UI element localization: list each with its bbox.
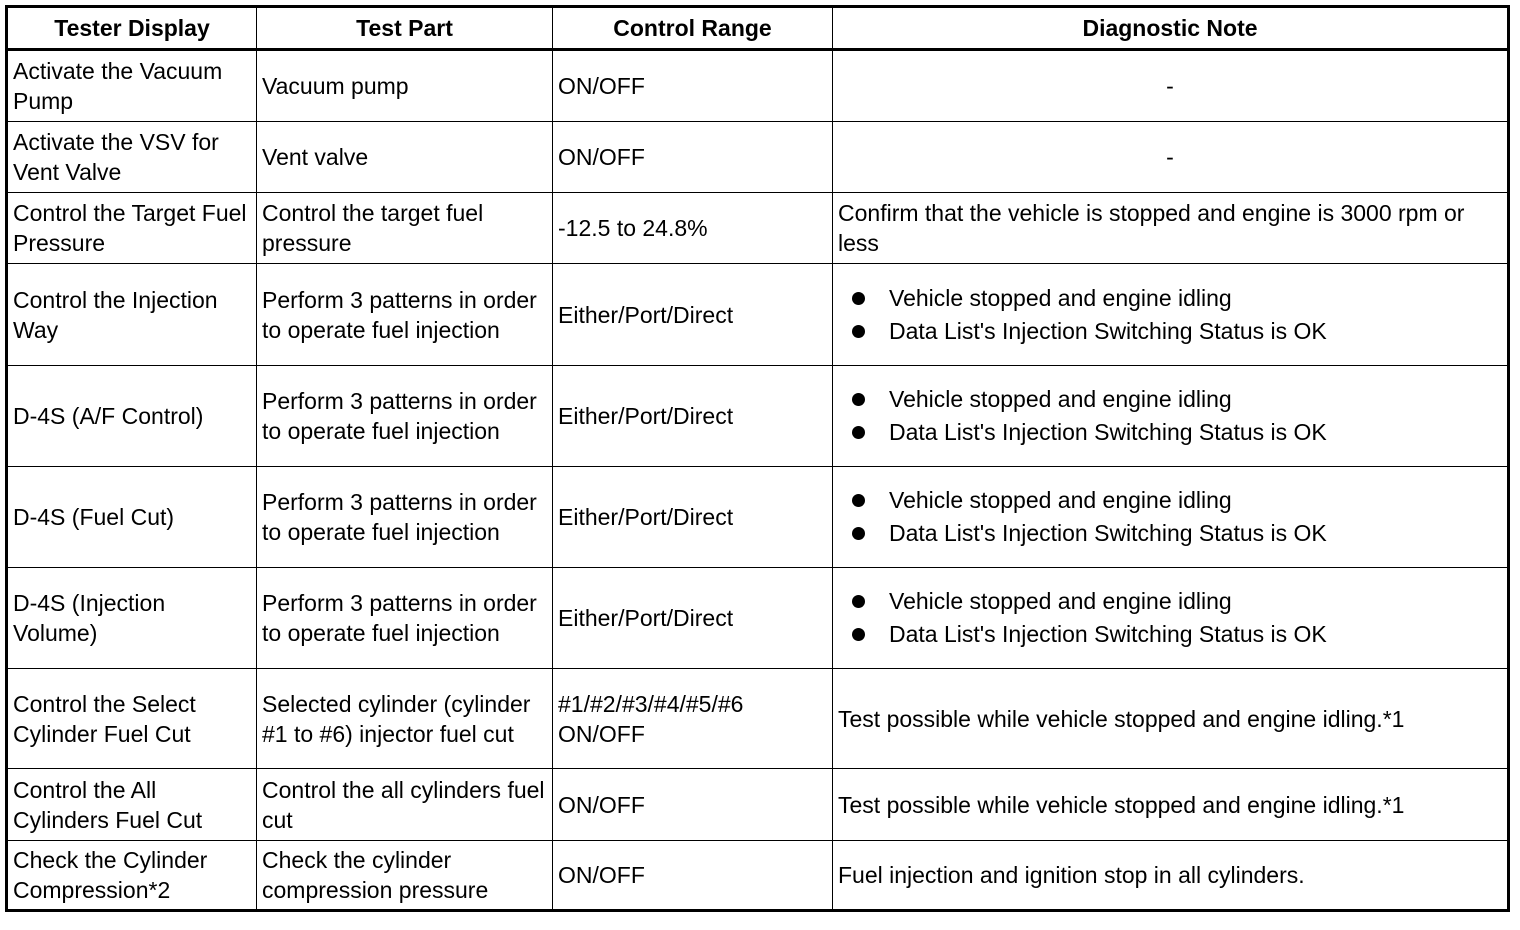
diagnostic-note-cell: Fuel injection and ignition stop in all cylinders. xyxy=(833,841,1509,911)
control-range-cell: ON/OFF xyxy=(553,50,833,122)
test-part-cell: Control the target fuel pressure xyxy=(257,193,553,264)
diagnostic-note-cell: Test possible while vehicle stopped and engine idling.*1 xyxy=(833,669,1509,769)
header-diagnostic-note: Diagnostic Note xyxy=(833,7,1509,50)
header-test-part: Test Part xyxy=(257,7,553,50)
note-bullet-item: Vehicle stopped and engine idling xyxy=(852,585,1502,618)
test-part-cell: Check the cylinder compression pressure xyxy=(257,841,553,911)
test-part-cell: Perform 3 patterns in order to operate fuel injection xyxy=(257,568,553,669)
control-range-cell: ON/OFF xyxy=(553,122,833,193)
note-bullet-item: Vehicle stopped and engine idling xyxy=(852,383,1502,416)
test-part-cell: Vacuum pump xyxy=(257,50,553,122)
note-bullet-item: Data List's Injection Switching Status is OK xyxy=(852,416,1502,449)
active-test-table xyxy=(5,5,1510,912)
tester-display-cell: Activate the VSV for Vent Valve xyxy=(7,122,257,193)
test-part-cell: Perform 3 patterns in order to operate fuel injection xyxy=(257,467,553,568)
header-tester-display: Tester Display xyxy=(7,7,257,50)
diagnostic-note-cell xyxy=(833,366,1509,467)
test-part-cell: Control the all cylinders fuel cut xyxy=(257,769,553,841)
control-range-cell: Either/Port/Direct xyxy=(553,264,833,366)
control-range-cell: ON/OFF xyxy=(553,841,833,911)
tester-display-cell: Control the Select Cylinder Fuel Cut xyxy=(7,669,257,769)
note-bullet-item: Vehicle stopped and engine idling xyxy=(852,484,1502,517)
test-part-cell: Perform 3 patterns in order to operate fuel injection xyxy=(257,264,553,366)
control-range-cell: -12.5 to 24.8% xyxy=(553,193,833,264)
control-range-cell: Either/Port/Direct xyxy=(553,568,833,669)
table-row xyxy=(7,669,1509,769)
table-row xyxy=(7,841,1509,911)
diagnostic-note-cell: Confirm that the vehicle is stopped and engine is 3000 rpm or less xyxy=(833,193,1509,264)
table-row xyxy=(7,769,1509,841)
control-range-cell: Either/Port/Direct xyxy=(553,366,833,467)
table-row xyxy=(7,122,1509,193)
diagnostic-note-cell: - xyxy=(833,50,1509,122)
note-bullet-list xyxy=(838,383,1502,449)
tester-display-cell: Activate the Vacuum Pump xyxy=(7,50,257,122)
table-row xyxy=(7,568,1509,669)
diagnostic-note-cell: Test possible while vehicle stopped and engine idling.*1 xyxy=(833,769,1509,841)
tester-display-cell: D-4S (A/F Control) xyxy=(7,366,257,467)
test-part-cell: Perform 3 patterns in order to operate fuel injection xyxy=(257,366,553,467)
note-bullet-item: Data List's Injection Switching Status is OK xyxy=(852,517,1502,550)
header-row xyxy=(7,7,1509,50)
table-row xyxy=(7,264,1509,366)
note-bullet-item: Data List's Injection Switching Status is OK xyxy=(852,315,1502,348)
table-row xyxy=(7,193,1509,264)
tester-display-cell: Control the Injection Way xyxy=(7,264,257,366)
tester-display-cell: Control the All Cylinders Fuel Cut xyxy=(7,769,257,841)
test-part-cell: Vent valve xyxy=(257,122,553,193)
control-range-cell: ON/OFF xyxy=(553,769,833,841)
table-row xyxy=(7,366,1509,467)
diagnostic-note-cell: - xyxy=(833,122,1509,193)
control-range-cell: #1/#2/#3/#4/#5/#6 ON/OFF xyxy=(553,669,833,769)
header-control-range: Control Range xyxy=(553,7,833,50)
diagnostic-note-cell xyxy=(833,568,1509,669)
diagnostic-note-cell xyxy=(833,264,1509,366)
tester-display-cell: D-4S (Fuel Cut) xyxy=(7,467,257,568)
note-bullet-item: Vehicle stopped and engine idling xyxy=(852,282,1502,315)
test-part-cell: Selected cylinder (cylinder #1 to #6) injector fuel cut xyxy=(257,669,553,769)
table-row xyxy=(7,50,1509,122)
table-row xyxy=(7,467,1509,568)
note-bullet-list xyxy=(838,585,1502,651)
note-bullet-item: Data List's Injection Switching Status is OK xyxy=(852,618,1502,651)
note-bullet-list xyxy=(838,282,1502,348)
note-bullet-list xyxy=(838,484,1502,550)
tester-display-cell: Control the Target Fuel Pressure xyxy=(7,193,257,264)
tester-display-cell: Check the Cylinder Compression*2 xyxy=(7,841,257,911)
control-range-cell: Either/Port/Direct xyxy=(553,467,833,568)
tester-display-cell: D-4S (Injection Volume) xyxy=(7,568,257,669)
diagnostic-note-cell xyxy=(833,467,1509,568)
